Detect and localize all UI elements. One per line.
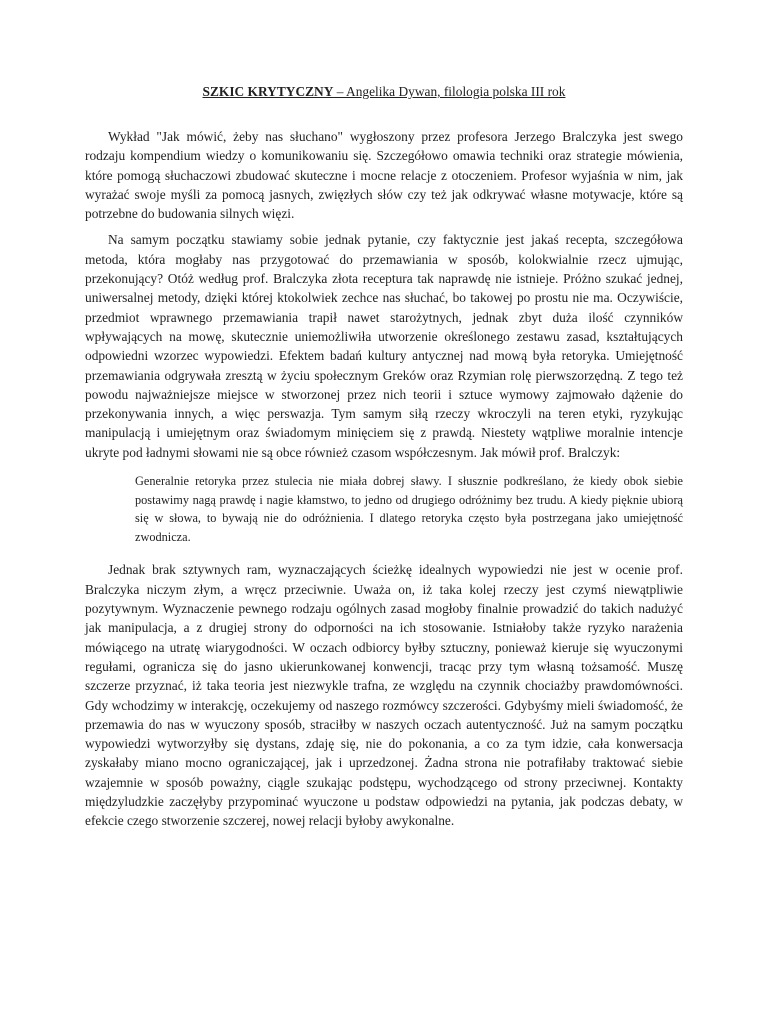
document-title bbox=[85, 82, 683, 101]
title-heading: SZKIC KRYTYCZNY bbox=[202, 84, 334, 99]
paragraph-rhetoric: Na samym początku stawiamy sobie jednak pytanie, czy faktycznie jest jakaś recepta, szczegółowa metoda, która mogłaby nas przygotować do przemawiania w sposób, kolokwialnie rzecz ujmując, przekonujący? Otóż według prof. Bralczyka złota receptura tak naprawdę nie istnieje. Próżno szukać jednej, uniwersalnej metody, dzięki której ktokolwiek zechce nas słuchać, bo takowej po prostu nie ma. Oczywiście, przedmiot wprawnego przemawiania trapił nawet starożytnych, jednak zbyt duża ilość czynników wpływających na mowę, skutecznie uniemożliwiła utworzenie określonego zestawu zasad, kształtujących odpowiedni wzorzec wypowiedzi. Efektem badań kultury antycznej nad mową była retoryka. Umiejętność przemawiania odgrywała zresztą w życiu społecznym Greków oraz Rzymian rolę pierwszorzędną. Z tego też powodu najważniejsze miejsce w stworzonej przez nich teorii i sztuce wymowy zajmowało dążenie do przekonywania innych, a więc perswazja. Tym samym siłą rzeczy wkroczyli na teren etyki, ryzykując manipulacją i umiejętnym oraz świadomym minięciem się z prawdą. Niestety wątpliwe moralnie intencje ukryte pod ładnymi słowami nie są obce również czasom współczesnym. Jak mówił prof. Bralczyk: bbox=[85, 232, 683, 460]
title-author: – Angelika Dywan, filologia polska III rok bbox=[333, 84, 566, 99]
paragraph-conclusion: Jednak brak sztywnych ram, wyznaczających ścieżkę idealnych wypowiedzi nie jest w ocenie prof. Bralczyka niczym złym, a wręcz przeciwnie. Uważa on, iż taka kolej rzeczy jest czymś niewątpliwie pozytywnym. Wyznaczenie pewnego rodzaju ogólnych zasad mogłoby finalnie prowadzić do takich nadużyć jak manipulacja, a z drugiej strony do odporności na ich stosowanie. Istniałoby także ryzyko narażenia mówiącego na utratę wiarygodności. W oczach odbiorcy byłby sztuczny, ponieważ kieruje się wyuczonymi regułami, ogranicza się do jasno ukierunkowanej konwencji, tracąc przy tym własną tożsamość. Muszę szczerze przyznać, iż taka teoria jest niezwykle trafna, ze względu na czynnik chociażby prawdomówności. Gdy wchodzimy w interakcję, oczekujemy od naszego rozmówcy szczerości. Gdybyśmy mieli świadomość, że przemawia do nas w wyuczony sposób, straciłby w naszych oczach autentyczność. Już na samym początku wypowiedzi wytworzyłby się dystans, zdaję się, nie do pokonania, a co za tym idzie, cała konwersacja zyskałaby miano mocno ograniczającej, jak i uprzedzonej. Żadna strona nie potrafiłaby traktować siebie wzajemnie w sposób poważny, ciągle szukając podstępu, wychodzącego od strony przeciwnej. Kontakty międzyludzkie zaczęłyby przypominać wyuczone u podstaw odpowiedzi na pytania, jak podczas debaty, w efekcie czego stworzenie szczerej, nowej relacji byłoby awykonalne. bbox=[85, 562, 683, 829]
paragraph-intro: Wykład "Jak mówić, żeby nas słuchano" wygłoszony przez profesora Jerzego Bralczyka jest swego rodzaju kompendium wiedzy o komunikowaniu się. Szczegółowo omawia techniki oraz strategie mówienia, które pomogą słuchaczowi zbudować skuteczne i mocne relacje z otoczeniem. Profesor wyjaśnia w nim, jak wyrażać swoje myśli za pomocą jasnych, zwięzłych słów czy też jak odkrywać własne motywacje, które są potrzebne do budowania silnych więzi. bbox=[85, 129, 683, 222]
block-quote: Generalnie retoryka przez stulecia nie miała dobrej sławy. I słusznie podkreślano, że kiedy obok siebie postawimy nagą prawdę i nagie kłamstwo, to jedno od drugiego odróżnimy bez trudu. A kiedy pięknie ubiorą się w słowa, to bywają nie do odróżnienia. I dlatego retoryka często była postrzegana jako umiejętność zwodnicza. bbox=[135, 474, 683, 544]
